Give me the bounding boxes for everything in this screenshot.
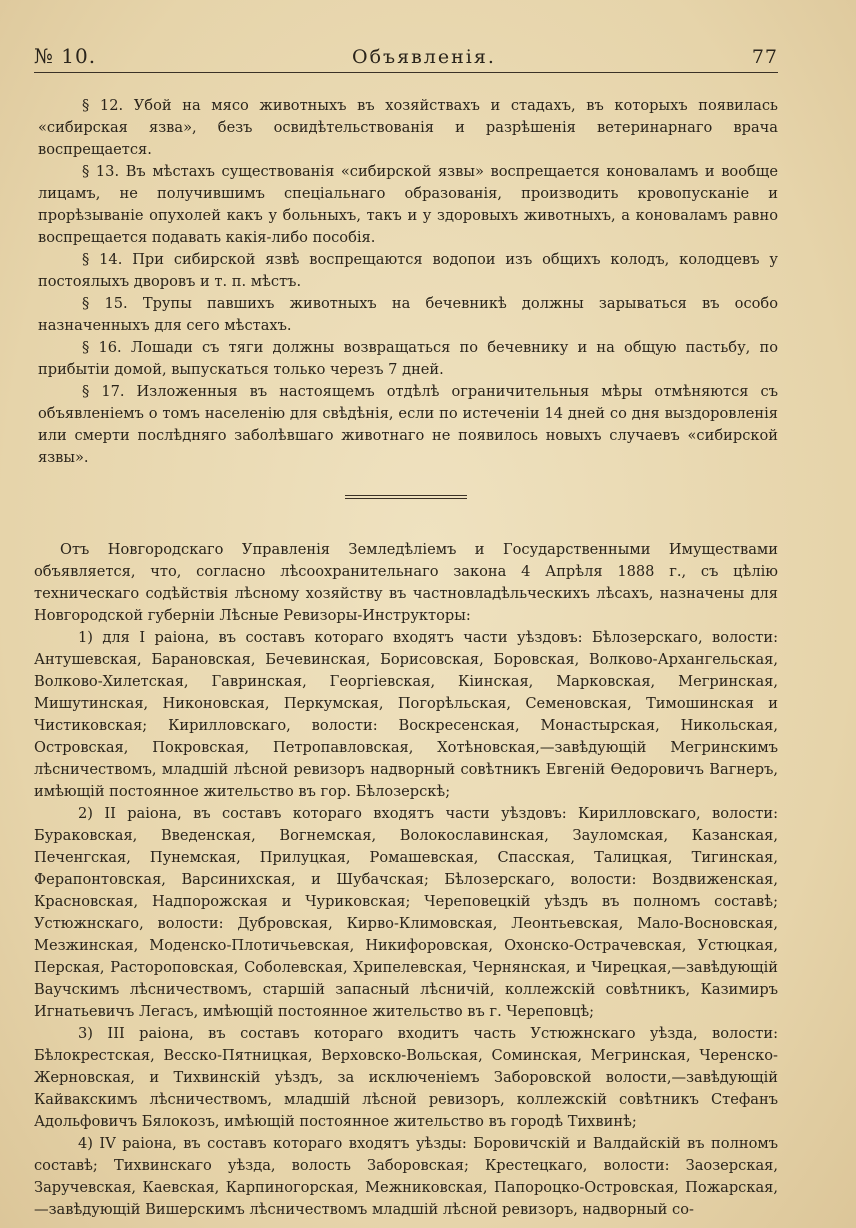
- issue-number: № 10.: [34, 44, 97, 68]
- paragraph-13: § 13. Въ мѣстахъ существованія «сибирской язвы» воспрещается коноваламъ и вообще лицамъ, не получившимъ спеціальнаго образованія, производить кровопусканіе и прорѣзываніе опухолей какъ у больныхъ, такъ и у здоровыхъ животныхъ, а коноваламъ равно воспрещается подавать какія-либо пособія.: [38, 163, 778, 246]
- paragraph-16: § 16. Лошади съ тяги должны возвращаться по бечевнику и на общую пастьбу, по прибытіи домой, выпускаться только черезъ 7 дней.: [38, 339, 778, 378]
- page-number: 77: [751, 46, 778, 68]
- section-title: Объявленія.: [352, 46, 496, 68]
- district-4-paragraph: 4) IV раіона, въ составъ котораго входятъ уѣзды: Боровичскій и Валдайскій въ полномъ составѣ; Тихвинскаго уѣзда, волость Заборовская; Крестецкаго, волости: Заозерская, Заручевская, Каевская, Карпиногорская, Межниковская, Папороцко-Островская, Пожарская,—завѣдующій Вишерскимъ лѣсничествомъ младшій лѣсной ревизоръ, надворный со-: [34, 1135, 778, 1218]
- district-3-paragraph: 3) III раіона, въ составъ котораго входитъ часть Устюжнскаго уѣзда, волости: Бѣлокрестская, Весско-Пятницкая, Верховско-Вольская, Соминская, Мегринская, Черенско-Жерновская, и Тихвинскій уѣздъ, за исключеніемъ Заборовской волости,—завѣдующій Кайвакскимъ лѣсничествомъ, младшій лѣсной ревизоръ, коллежскій совѣтникъ Стефанъ Адольфовичъ Бялокозъ, имѣющій постоянное жительство въ городѣ Тихвинѣ;: [34, 1025, 778, 1130]
- paragraph-17: § 17. Изложенныя въ настоящемъ отдѣлѣ ограничительныя мѣры отмѣняются съ объявленіемъ о томъ населенію для свѣдѣнія, если по истеченіи 14 дней со дня выздоровленія или смерти послѣдняго заболѣвшаго животнаго не появилось новыхъ случаевъ «сибирской язвы».: [38, 383, 778, 466]
- paragraph-14: § 14. При сибирской язвѣ воспрещаются водопои изъ общихъ колодъ, колодцевъ у постоялыхъ дворовъ и т. п. мѣстъ.: [38, 251, 778, 290]
- section-divider: [345, 495, 467, 499]
- paragraph-15: § 15. Трупы павшихъ животныхъ на бечевникѣ должны зарываться въ особо назначенныхъ для сего мѣстахъ.: [38, 295, 778, 334]
- district-1-paragraph: 1) для I раіона, въ составъ котораго входятъ части уѣздовъ: Бѣлозерскаго, волости: Антушевская, Барановская, Бечевинская, Борисовская, Боровская, Волково-Архангельская, Волково-Хилетская, Гавринская, Георгіевская, Кіинская, Марковская, Мегринская, Мишутинская, Никоновская, Перкумская, Погорѣльская, Семеновская, Тимошинская и Чистиковская; Кирилловскаго, волости: Воскресенская, Монастырская, Никольская, Островская, Покровская, Петропавловская, Хотѣновская,—завѣдующій Мегринскимъ лѣсничествомъ, младшій лѣсной ревизоръ надворный совѣтникъ Евгеній Ѳедоровичъ Вагнеръ, имѣющій постоянное жительство въ гор. Бѣлозерскѣ;: [34, 629, 778, 800]
- announcement-intro: Отъ Новгородскаго Управленія Земледѣліемъ и Государственными Имуществами объявляется, что, согласно лѣсоохранительнаго закона 4 Апрѣля 1888 г., съ цѣлію техническаго содѣйствія лѣсному хозяйству въ частновладѣльческихъ лѣсахъ, назначены для Новгородской губерніи Лѣсные Ревизоры-Инструкторы:: [34, 541, 778, 624]
- regulations-section: [38, 95, 778, 469]
- paragraph-12: § 12. Убой на мясо животныхъ въ хозяйствахъ и стадахъ, въ которыхъ появилась «сибирская язва», безъ освидѣтельствованія и разрѣшенія ветеринарнаго врача воспрещается.: [38, 97, 778, 158]
- district-2-paragraph: 2) II раіона, въ составъ котораго входятъ части уѣздовъ: Кирилловскаго, волости: Бураковская, Введенская, Вогнемская, Волокославинская, Зауломская, Казанская, Печенгская, Пунемская, Прилуцкая, Ромашевская, Спасская, Талицкая, Тигинская, Ферапонтовская, Варсинихская, и Шубачская; Бѣлозерскаго, волости: Воздвиженская, Красновская, Надпорожская и Чуриковская; Череповецкій уѣздъ въ полномъ составѣ; Устюжнскаго, волости: Дубровская, Кирво-Климовская, Леонтьевская, Мало-Восновская, Мезжинская, Моденско-Плотичьевская, Никифоровская, Охонско-Острачевская, Устюцкая, Перская, Растороповская, Соболевская, Хрипелевская, Чернянская, и Чирецкая,—завѣдующій Ваучскимъ лѣсничествомъ, старшій запасный лѣсничій, коллежскій совѣтникъ, Казимиръ Игнатьевичъ Легасъ, имѣющій постоянное жительство въ г. Череповцѣ;: [34, 805, 778, 1020]
- page-header: [34, 44, 778, 73]
- forestry-announcement: [34, 539, 778, 1221]
